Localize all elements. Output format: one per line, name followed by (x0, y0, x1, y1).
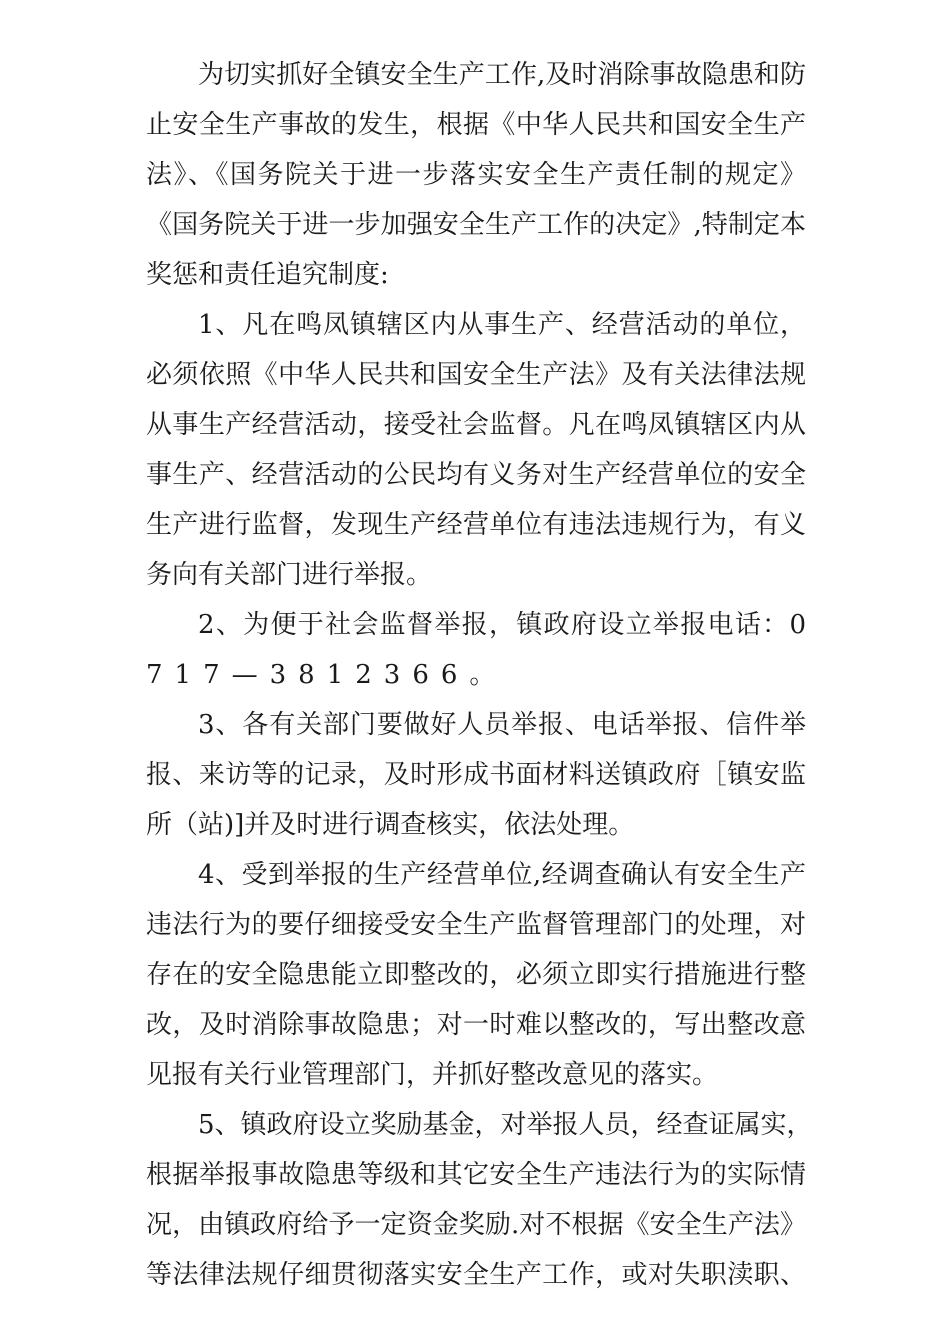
text-line: 止安全生产事故的发生，根据《中华人民共和国安全生产 (146, 110, 806, 140)
text-line: 见报有关行业管理部门，并抓好整改意见的落实。 (146, 1060, 719, 1090)
text-line: 3、各有关部门要做好人员举报、电话举报、信件举 (198, 710, 806, 740)
text-line: 必须依照《中华人民共和国安全生产法》及有关法律法规 (146, 360, 806, 390)
text-line: 从事生产经营活动，接受社会监督。凡在鸣凤镇辖区内从 (146, 410, 806, 440)
text-line: 5、镇政府设立奖励基金，对举报人员，经查证属实， (198, 1110, 813, 1140)
text-line: 1、凡在鸣凤镇辖区内从事生产、经营活动的单位， (198, 310, 806, 340)
text-line: 法》、《国务院关于进一步落实安全生产责任制的规定》 (146, 160, 806, 190)
text-line: 等法律法规仔细贯彻落实安全生产工作，或对失职渎职、 (146, 1260, 806, 1290)
text-line: 《国务院关于进一步加强安全生产工作的决定》,特制定本 (146, 210, 806, 240)
text-line: 事生产、经营活动的公民均有义务对生产经营单位的安全 (146, 460, 806, 490)
text-line: 2、为便于社会监督举报，镇政府设立举报电话：0 (198, 610, 806, 640)
text-line: 根据举报事故隐患等级和其它安全生产违法行为的实际情 (146, 1160, 806, 1190)
text-line: 存在的安全隐患能立即整改的，必须立即实行措施进行整 (146, 960, 806, 990)
text-line: 奖惩和责任追究制度: (146, 260, 389, 290)
text-line: 为切实抓好全镇安全生产工作,及时消除事故隐患和防 (198, 60, 806, 90)
text-line: 717—3812366。 (146, 660, 508, 690)
text-line: 况，由镇政府给予一定资金奖励.对不根据《安全生产法》 (146, 1210, 806, 1240)
text-line: 务向有关部门进行举报。 (146, 560, 433, 590)
text-line: 生产进行监督，发现生产经营单位有违法违规行为，有义 (146, 510, 806, 540)
text-line: 违法行为的要仔细接受安全生产监督管理部门的处理，对 (146, 910, 806, 940)
text-line: 改，及时消除事故隐患；对一时难以整改的，写出整改意 (146, 1010, 806, 1040)
text-line: 4、受到举报的生产经营单位,经调查确认有安全生产 (198, 860, 806, 890)
text-line: 报、来访等的记录，及时形成书面材料送镇政府［镇安监 (146, 760, 806, 790)
text-line: 所（站)]并及时进行调查核实，依法处理。 (146, 810, 635, 840)
